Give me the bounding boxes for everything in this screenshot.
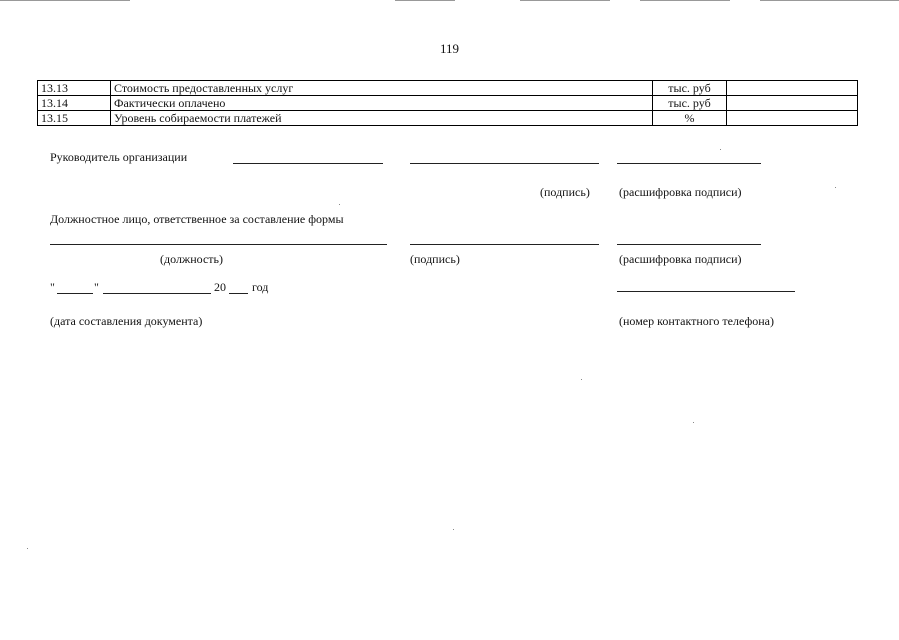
date-caption: (дата составления документа) [50, 314, 203, 328]
scan-speck [693, 422, 694, 423]
scan-speck [581, 379, 582, 380]
row-unit: тыс. руб [653, 81, 727, 96]
scan-edge-line [520, 0, 610, 1]
row-value[interactable] [727, 81, 858, 96]
official-decoding-line[interactable] [617, 244, 761, 245]
date-quote-open: " [50, 280, 55, 294]
date-year-suffix: год [252, 280, 269, 294]
scan-edge-line [395, 0, 455, 1]
official-signature-caption: (подпись) [410, 252, 460, 266]
date-year-prefix: 20 [214, 280, 226, 294]
row-name: Стоимость предоставленных услуг [111, 81, 653, 96]
row-name: Фактически оплачено [111, 96, 653, 111]
official-position-line[interactable] [50, 244, 387, 245]
row-unit: тыс. руб [653, 96, 727, 111]
head-label: Руководитель организации [50, 150, 188, 164]
phone-caption: (номер контактного телефона) [619, 314, 774, 328]
head-decoding-line[interactable] [617, 163, 761, 164]
head-decoding-caption: (расшифровка подписи) [619, 185, 742, 199]
row-number: 13.13 [38, 81, 111, 96]
date-month-line[interactable] [103, 293, 211, 294]
row-name: Уровень собираемости платежей [111, 111, 653, 126]
official-decoding-caption: (расшифровка подписи) [619, 252, 742, 266]
official-label: Должностное лицо, ответственное за составление формы [50, 212, 344, 226]
head-blank-line[interactable] [233, 163, 383, 164]
row-number: 13.14 [38, 96, 111, 111]
row-unit: % [653, 111, 727, 126]
row-value[interactable] [727, 111, 858, 126]
table-row [38, 111, 858, 126]
official-signature-line[interactable] [410, 244, 599, 245]
phone-line[interactable] [617, 291, 795, 292]
official-position-caption: (должность) [160, 252, 223, 266]
scan-speck [720, 149, 721, 150]
row-value[interactable] [727, 96, 858, 111]
date-quote-close: " [94, 280, 99, 294]
scan-speck [339, 204, 340, 205]
scan-edge-line [760, 0, 899, 1]
scan-speck [835, 187, 836, 188]
page-number: 119 [439, 41, 460, 56]
scan-speck [27, 548, 28, 549]
date-day-line[interactable] [57, 293, 93, 294]
scan-speck [453, 529, 454, 530]
indicator-table [37, 80, 858, 126]
row-number: 13.15 [38, 111, 111, 126]
table-row [38, 96, 858, 111]
table-row [38, 81, 858, 96]
scan-edge-line [0, 0, 130, 1]
scan-edge-line [640, 0, 730, 1]
head-signature-caption: (подпись) [540, 185, 590, 199]
date-year-line[interactable] [229, 293, 248, 294]
head-signature-line[interactable] [410, 163, 599, 164]
